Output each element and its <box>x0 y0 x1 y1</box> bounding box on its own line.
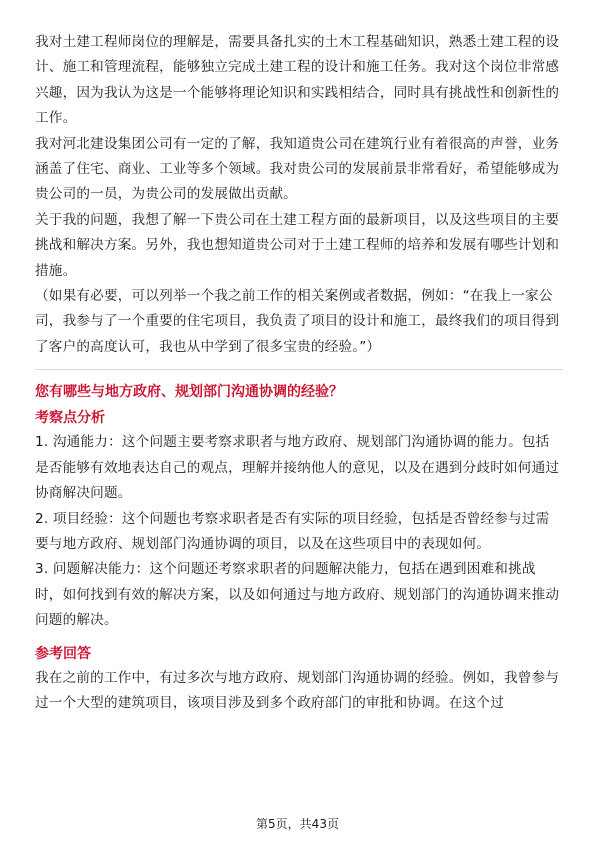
intro-paragraph-1: 我对土建工程师岗位的理解是，需要具备扎实的土木工程基础知识，熟悉土建工程的设计、施工和管理流程，能够独立完成土建工程的设计和施工任务。我对这个岗位非常感兴趣，因为我认为这是一个能够将理论知识和实践相结合，同时具有挑战性和创新性的工作。 <box>35 34 560 127</box>
analysis-item-2: 2. 项目经验：这个问题也考察求职者是否有实际的项目经验，包括是否曾经参与过需要与地方政府、规划部门沟通协调的项目，以及在这些项目中的表现如何。 <box>35 510 550 552</box>
analysis-item-3: 3. 问题解决能力：这个问题还考察求职者的问题解决能力，包括在遇到困难和挑战时，如何找到有效的解决方案，以及如何通过与地方政府、规划部门的沟通协调来推动问题的解决。 <box>35 561 560 629</box>
question-heading: 您有哪些与地方政府、规划部门沟通协调的经验？ <box>35 384 343 401</box>
analysis-item-1: 1. 沟通能力：这个问题主要考察求职者与地方政府、规划部门沟通协调的能力。包括是否能够有效地表达自己的观点，理解并接纳他人的意见，以及在遇到分歧时如何通过协商解决问题。 <box>35 434 560 502</box>
intro-paragraph-2: 我对河北建设集团公司有一定的了解，我知道贵公司在建筑行业有着很高的声誉，业务涵盖了住宅、商业、工业等多个领域。我对贵公司的发展前景非常看好，希望能够成为贵公司的一员，为贵公司的发展做出贡献。 <box>35 135 560 203</box>
spacer <box>35 634 563 640</box>
analysis-heading: 考察点分析 <box>35 410 105 427</box>
answer-text: 我在之前的工作中，有过多次与地方政府、规划部门沟通协调的经验。例如，我曾参与过一个大型的建筑项目，该项目涉及到多个政府部门的审批和协调。在这个过 <box>35 669 560 711</box>
intro-paragraph-4: （如果有必要，可以列举一个我之前工作的相关案例或者数据，例如：“在我上一家公司，我参与了一个重要的住宅项目，我负责了项目的设计和施工，最终我们的项目得到了客户的高度认可，我也从中学到了很多宝贵的经验。”） <box>35 288 560 355</box>
page-number-footer: 第5页，共43页 <box>256 817 339 831</box>
answer-heading: 参考回答 <box>35 645 91 662</box>
document-page <box>35 30 563 716</box>
section-divider <box>35 369 563 370</box>
intro-paragraph-3: 关于我的问题，我想了解一下贵公司在土建工程方面的最新项目，以及这些项目的主要挑战和解决方案。另外，我也想知道贵公司对于土建工程师的培养和发展有哪些计划和措施。 <box>35 211 560 279</box>
